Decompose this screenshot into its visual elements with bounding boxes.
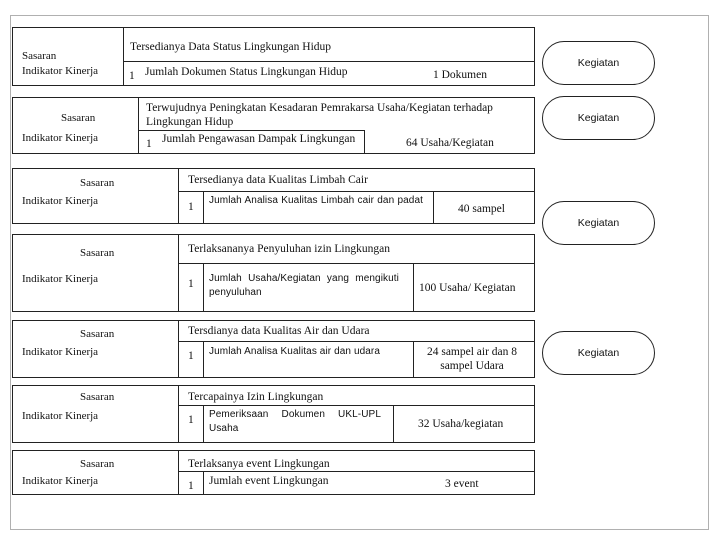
- indikator-label: Indikator Kinerja: [22, 475, 99, 487]
- sasaran-text: Terwujudnya Peningkatan Kesadaran Pemrakarsa Usaha/Kegiatan terhadap Lingkungan Hidup: [146, 102, 493, 128]
- indikator-label: Indikator Kinerja: [22, 195, 99, 207]
- section-6: [12, 385, 535, 443]
- target-value: 64 Usaha/Kegiatan: [406, 137, 494, 149]
- section-5: [12, 320, 535, 378]
- sasaran-text: Terlaksananya Penyuluhan izin Lingkungan: [188, 243, 390, 255]
- sasaran-label: Sasaran: [80, 458, 115, 470]
- target-value: 3 event: [445, 478, 479, 490]
- indikator-number: 1: [188, 350, 194, 362]
- sasaran-text: Tercapainya Izin Lingkungan: [188, 391, 324, 403]
- indikator-text: Jumlah Dokumen Status Lingkungan Hidup: [145, 66, 348, 78]
- indikator-label: Indikator Kinerja: [22, 65, 99, 77]
- kegiatan-oval-3: Kegiatan: [542, 201, 655, 245]
- kegiatan-oval-1: Kegiatan: [542, 41, 655, 85]
- indikator-text: Jumlah Pengawasan Dampak Lingkungan: [162, 133, 356, 145]
- kegiatan-oval-4: Kegiatan: [542, 331, 655, 375]
- sasaran-text: Tersdianya data Kualitas Air dan Udara: [188, 325, 370, 337]
- target-value: 1 Dokumen: [433, 69, 487, 81]
- section-3: [12, 168, 535, 224]
- indikator-text: Jumlah Usaha/Kegiatan yang mengikuti penyuluhan: [209, 273, 399, 298]
- indikator-label: Indikator Kinerja: [22, 410, 99, 422]
- indikator-text: Jumlah Analisa Kualitas air dan udara: [209, 346, 381, 357]
- indikator-number: 1: [188, 278, 194, 290]
- sasaran-label: Sasaran: [22, 50, 57, 62]
- indikator-text: Jumlah Analisa Kualitas Limbah cair dan padat: [209, 195, 423, 206]
- sasaran-label: Sasaran: [61, 112, 96, 124]
- section-7: [12, 450, 535, 495]
- target-value: 100 Usaha/ Kegiatan: [419, 282, 516, 294]
- section-2: [12, 97, 535, 154]
- sasaran-text: Tersedianya Data Status Lingkungan Hidup: [130, 41, 332, 53]
- sasaran-label: Sasaran: [80, 328, 115, 340]
- sasaran-label: Sasaran: [80, 391, 115, 403]
- target-value: 40 sampel: [458, 203, 505, 215]
- target-value: 24 sampel air dan 8 sampel Udara: [426, 346, 518, 372]
- section-4: [12, 234, 535, 312]
- sasaran-text: Terlaksanya event Lingkungan: [188, 458, 330, 470]
- target-value: 32 Usaha/kegiatan: [418, 418, 504, 430]
- indikator-label: Indikator Kinerja: [22, 132, 99, 144]
- indikator-label: Indikator Kinerja: [22, 346, 99, 358]
- indikator-number: 1: [129, 70, 135, 82]
- sasaran-label: Sasaran: [80, 177, 115, 189]
- indikator-number: 1: [188, 201, 194, 213]
- indikator-text: Pemeriksaan Dokumen UKL-UPL Usaha: [209, 409, 381, 434]
- indikator-text: Jumlah event Lingkungan: [209, 475, 329, 487]
- kegiatan-oval-2: Kegiatan: [542, 96, 655, 140]
- indikator-number: 1: [188, 414, 194, 426]
- sasaran-label: Sasaran: [80, 247, 115, 259]
- section-1: [12, 27, 535, 86]
- indikator-label: Indikator Kinerja: [22, 273, 99, 285]
- sasaran-text: Tersedianya data Kualitas Limbah Cair: [188, 174, 368, 186]
- indikator-number: 1: [188, 480, 194, 492]
- indikator-number: 1: [146, 138, 152, 150]
